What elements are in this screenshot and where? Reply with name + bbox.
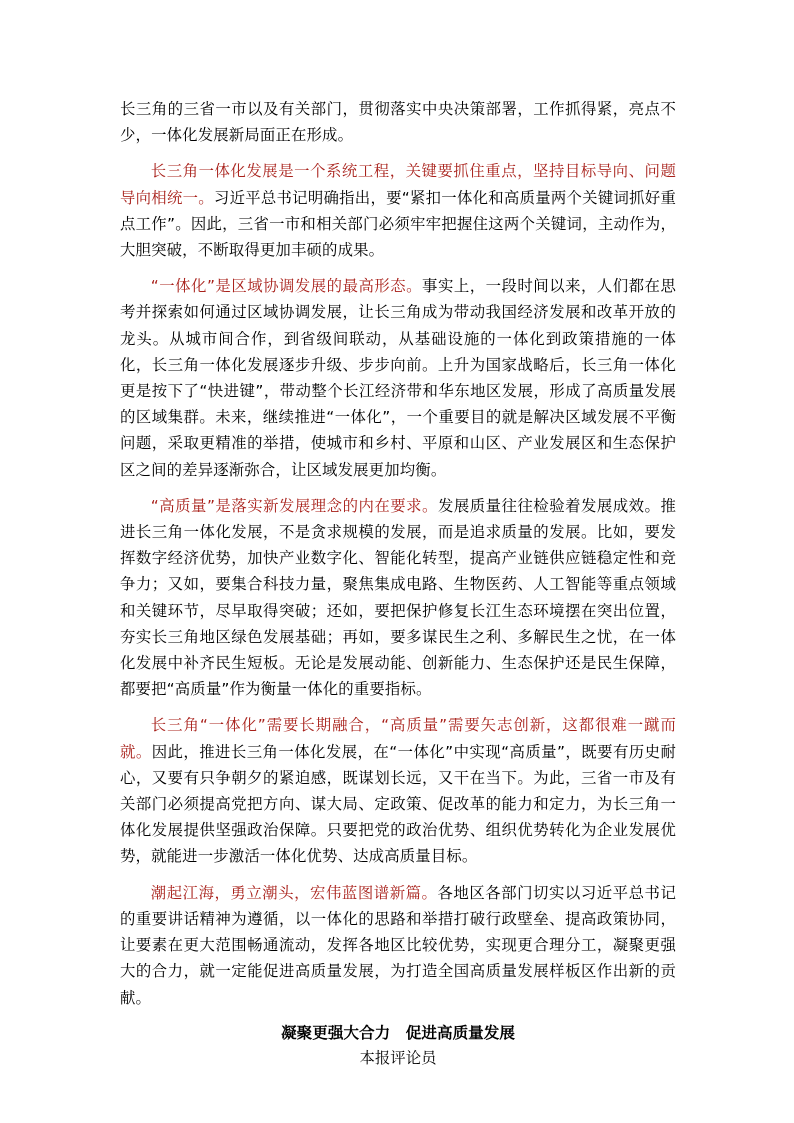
paragraph-3-body: 事实上，一段时间以来，人们都在思考并探索如何通过区域协调发展，让长三角成为带动我国经济发展和改革开放的龙头。从城市间合作，到省级间联动，从基础设施的一体化到政策措施的一体化，长三角一体化发展逐步升级、步步向前。上升为国家战略后，长三角一体化更是按下了“快进键”，带动整个长江经济带和华东地区发展，形成了高质量发展的区域集群。未来，继续推进“一体化”，一个重要目的就是解决区域发展不平衡问题，采取更精准的举措，使城市和乡村、平原和山区、产业发展区和生态保护区之间的差异逐渐弥合，让区域发展更加均衡。	[120, 277, 676, 479]
paragraph-2-body: 习近平总书记明确指出，要“紧扣一体化和高质量两个关键词抓好重点工作”。因此，三省一市和相关部门必须牢牢把握住这两个关键词，主动作为，大胆突破，不断取得更加丰硕的成果。	[120, 188, 676, 260]
paragraph-6-lead: 潮起江海，勇立潮头，宏伟蓝图谱新篇。	[150, 883, 438, 902]
article-title: 凝聚更强大合力 促进高质量发展	[281, 1023, 515, 1042]
paragraph-2	[120, 158, 676, 263]
paragraph-4-lead: “高质量”是落实新发展理念的内在要求。	[150, 496, 438, 515]
paragraph-5	[120, 712, 676, 869]
paragraph-6	[120, 880, 676, 1011]
paragraph-4	[120, 493, 676, 703]
paragraph-2-lead: 长三角一体化发展是一个系统工程，关键要抓住重点，坚持目标导向、问题导向相统一。	[120, 162, 676, 207]
paragraph-1	[120, 96, 676, 148]
article-page	[120, 96, 676, 1071]
paragraph-3	[120, 273, 676, 483]
paragraph-5-body: 因此，推进长三角一体化发展，在“一体化”中实现“高质量”，既要有历史耐心，又要有只争朝夕的紧迫感，既谋划长远，又干在当下。为此，三省一市及有关部门必须提高党把方向、谋大局、定政策、促改革的能力和定力，为长三角一体化发展提供坚强政治保障。只要把党的政治优势、组织优势转化为企业发展优势，就能进一步激活一体化优势、达成高质量目标。	[120, 742, 676, 866]
paragraph-5-lead: 长三角“一体化”需要长期融合，“高质量”需要矢志创新，这都很难一蹴而就。	[120, 716, 676, 761]
paragraph-1-body: 长三角的三省一市以及有关部门，贯彻落实中央决策部署，工作抓得紧，亮点不少，一体化发展新局面正在形成。	[120, 100, 676, 145]
paragraph-6-body: 各地区各部门切实以习近平总书记的重要讲话精神为遵循，以一体化的思路和举措打破行政壁垒、提高政策协同，让要素在更大范围畅通流动，发挥各地区比较优势，实现更合理分工，凝聚更强大的合力，就一定能促进高质量发展，为打造全国高质量发展样板区作出新的贡献。	[120, 883, 676, 1007]
paragraph-3-lead: “一体化”是区域协调发展的最高形态。	[150, 277, 423, 296]
article-author: 本报评论员	[359, 1048, 437, 1067]
paragraph-4-body: 发展质量往往检验着发展成效。推进长三角一体化发展，不是贪求规模的发展，而是追求质量的发展。比如，要发挥数字经济优势，加快产业数字化、智能化转型，提高产业链供应链稳定性和竞争力；又如，要集合科技力量，聚焦集成电路、生物医药、人工智能等重点领域和关键环节，尽早取得突破；还如，要把保护修复长江生态环境摆在突出位置，夯实长三角地区绿色发展基础；再如，要多谋民生之利、多解民生之忧，在一体化发展中补齐民生短板。无论是发展动能、创新能力、生态保护还是民生保障，都要把“高质量”作为衡量一体化的重要指标。	[120, 496, 676, 699]
